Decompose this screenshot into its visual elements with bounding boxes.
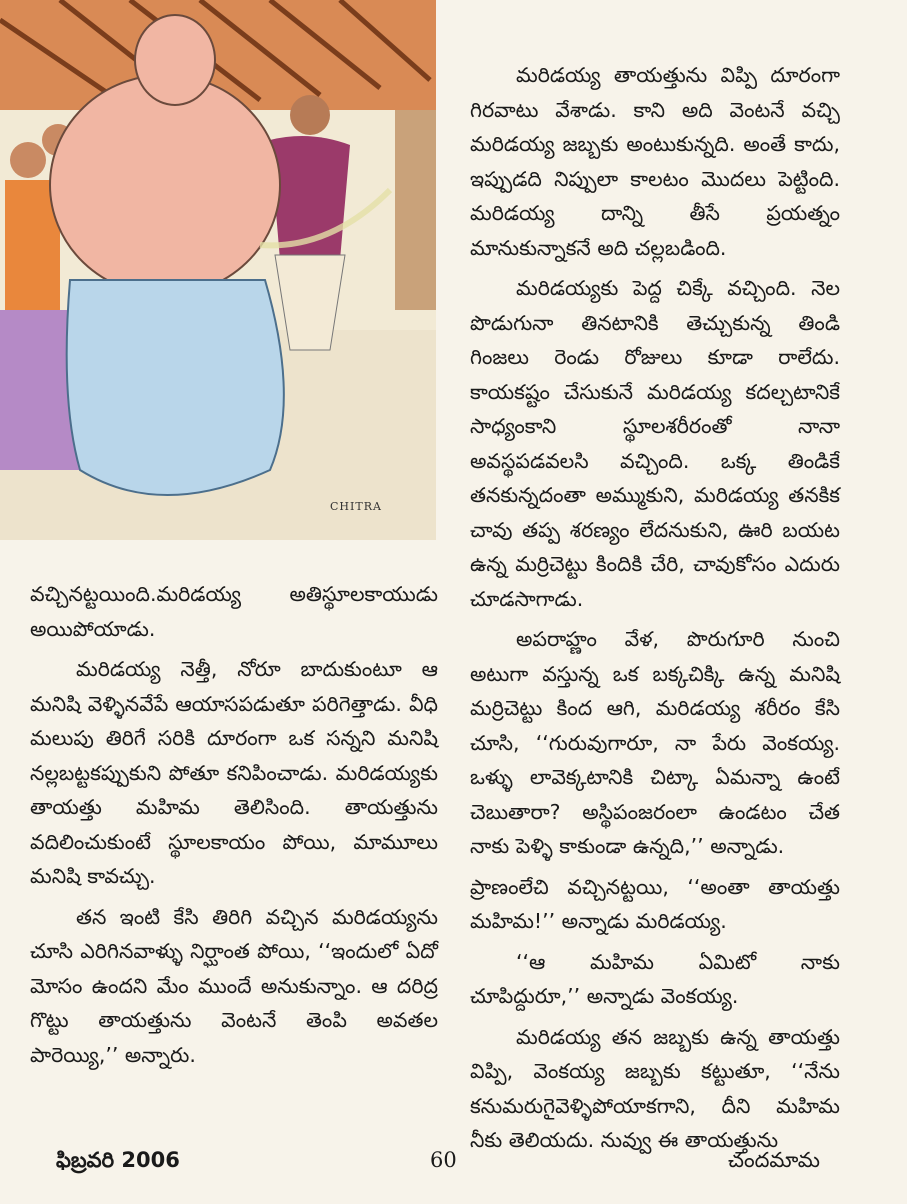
paragraph: ‘‘ఆ మహిమ ఏమిటో నాకు చూపిద్దురూ,’’ అన్నాడు వెంకయ్య. bbox=[470, 949, 840, 1008]
fat-man-body bbox=[50, 75, 280, 295]
man-head bbox=[290, 95, 330, 135]
paragraph: వచ్చినట్టయింది.మరిడయ్య అతిస్థూలకాయుడు అయిపోయాడు. bbox=[30, 582, 438, 641]
bystander-head bbox=[10, 142, 46, 178]
fat-man-dhoti bbox=[67, 280, 284, 495]
footer-date: ఫిబ్రవరి 2006 bbox=[56, 1148, 180, 1172]
paragraph: ప్రాణంలేచి వచ్చినట్టయి, ‘‘అంతా తాయత్తు మహిమ!’’ అన్నాడు మరిడయ్య. bbox=[470, 874, 840, 933]
paragraph: మరిడయ్య నెత్తీ, నోరూ బాదుకుంటూ ఆ మనిషి వెళ్ళినవేపే ఆయాసపడుతూ పరిగెత్తాడు. వీధి మలుపు తిరిగే సరికి దూరంగా ఒక సన్నని మనిషి నల్లబట్టకప్పుకుని పోతూ కనిపించాడు. మరిడయ్యకు తాయత్తు మహిమ తెలిసింది. తాయత్తును వదిలించుకుంటే స్థూలకాయం పోయి, మామూలు మనిషి కావచ్చు. bbox=[30, 657, 438, 888]
magazine-name: చందమామ bbox=[728, 1148, 820, 1172]
paragraph: తన ఇంటి కేసి తిరిగి వచ్చిన మరిడయ్యను చూసి ఎరిగినవాళ్ళు నిర్ఘాంత పోయి, ‘‘ఇందులో ఏదో మోసం ఉందని మేం ముందే అనుకున్నాం. ఆ దరిద్ర గొట్టు తాయత్తును వెంటనే తెంపి అవతల పారెయ్యి,’’ అన్నారు. bbox=[30, 904, 438, 1067]
paragraph: మరిడయ్య తాయత్తును విప్పి దూరంగా గిరవాటు వేశాడు. కాని అది వెంటనే వచ్చి మరిడయ్య జబ్బకు అంటుకున్నది. అంతే కాదు, ఇప్పుడది నిప్పులా కాలటం మొదలు పెట్టింది. మరిడయ్య దాన్ని తీసే ప్రయత్నం మానుకున్నాకనే అది చల్లబడింది. bbox=[470, 63, 840, 260]
fat-man-head bbox=[135, 15, 215, 105]
illustration-drawing bbox=[0, 0, 436, 540]
paragraph: మరిడయ్యకు పెద్ద చిక్కే వచ్చింది. నెల పొడుగునా తినటానికి తెచ్చుకున్న తిండి గింజలు రెండు రోజులు కూడా రాలేదు. కాయకష్టం చేసుకునే మరిడయ్య కదల్చటానికే సాధ్యంకాని స్థూలశరీరంతో నానా అవస్థపడవలసి వచ్చింది. ఒక్క తిండికే తనకున్నదంతా అమ్ముకుని, మరిడయ్య తనకిక చావు తప్ప శరణ్యం లేదనుకుని, ఊరి బయట ఉన్న మర్రిచెట్టు కిందికి చేరి, చావుకోసం ఎదురు చూడసాగాడు. bbox=[470, 276, 840, 611]
doorway bbox=[395, 110, 436, 310]
story-illustration bbox=[0, 0, 436, 540]
right-column bbox=[470, 58, 840, 1164]
left-column bbox=[30, 577, 438, 1078]
illustration-signature: CHITRA bbox=[330, 500, 382, 513]
paragraph: మరిడయ్య తన జబ్బకు ఉన్న తాయత్తు విప్పి, వెంకయ్య జబ్బకు కట్టుతూ, ‘‘నేను కనుమరుగైవెళ్ళిపోయాకగాని, దీని మహిమ నీకు తెలియదు. నువ్వు ఈ తాయత్తును bbox=[470, 1024, 840, 1152]
page-number: 60 bbox=[430, 1148, 457, 1172]
paragraph: అపరాహ్ణం వేళ, పొరుగూరి నుంచి అటుగా వస్తున్న ఒక బక్కచిక్కి ఉన్న మనిషి మర్రిచెట్టు కింద ఆగి, మరిడయ్య శరీరం కేసి చూసి, ‘‘గురువుగారూ, నా పేరు వెంకయ్య. ఒళ్ళు లావెక్కటానికి చిట్కా ఏమన్నా ఉంటే చెబుతారా? అస్థిపంజరంలా ఉండటం చేత నాకు పెళ్ళి కాకుండా ఉన్నది,’’ అన్నాడు. bbox=[470, 627, 840, 858]
